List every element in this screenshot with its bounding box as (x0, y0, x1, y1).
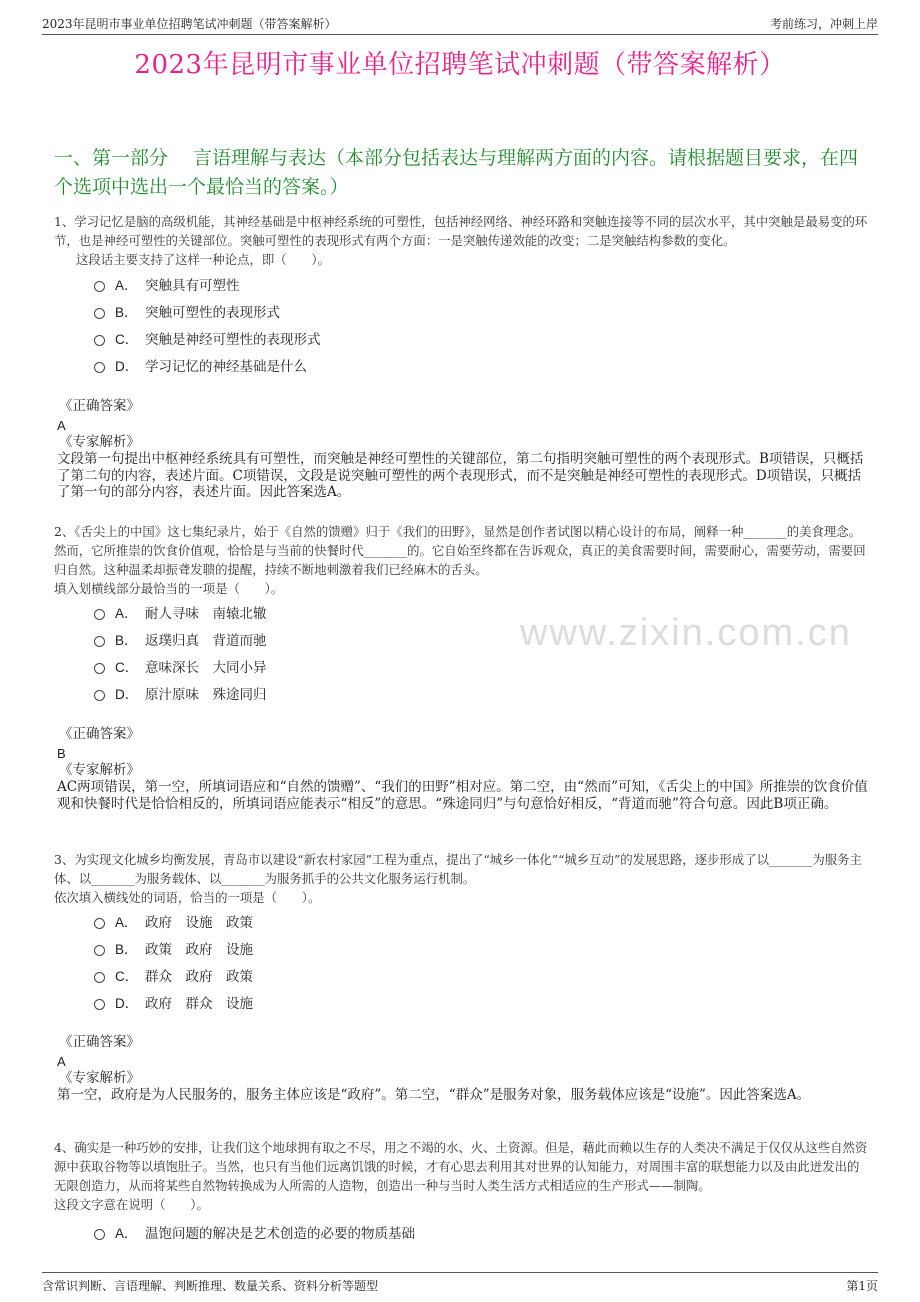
option-text: 耐人寻味 南辕北辙 (145, 605, 267, 622)
question-4-options (94, 1218, 415, 1245)
option-text: 政府 群众 设施 (145, 995, 253, 1012)
radio-button-icon[interactable] (94, 918, 105, 929)
analysis-label: 《专家解析》 (59, 762, 140, 778)
section-heading: 一、第一部分 言语理解与表达（本部分包括表达与理解两方面的内容。请根据题目要求，在四个选项中选出一个最恰当的答案。） (54, 147, 859, 198)
option-text: 原汁原味 殊途同归 (145, 686, 267, 703)
question-text: 1、学习记忆是脑的高级机能，其神经基础是中枢神经系统的可塑性，包括神经网络、神经环路和突触连接等不同的层次水平，其中突触是最易变的环节，也是神经可塑性的关键部位。突触可塑性的表现形式有两个方面：一是突触传递效能的改变；二是突触结构参数的变化。 (54, 214, 868, 248)
question-prompt: 这段话主要支持了这样一种论点，即（ ）。 (76, 252, 331, 267)
option-d[interactable] (94, 679, 267, 706)
question-text: 3、为实现文化城乡均衡发展，青岛市以建设“新农村家园”工程为重点，提出了“城乡一体化”“城乡互动”的发展思路，逐步形成了以_______为服务主体、以_______为服务载体、以_______为服务抓手的公共文化服务运行机制。 (54, 852, 862, 886)
option-text: 突触是神经可塑性的表现形式 (145, 331, 321, 348)
option-c[interactable] (94, 652, 267, 679)
analysis-text: AC两项错误，第一空，所填词语应和“自然的馈赠”、“我们的田野”相对应。第二空，由“然而”可知，《舌尖上的中国》所推崇的饮食价值观和快餐时代是恰恰相反的，所填词语应能表示“相反”的意思。“殊途同归”与句意恰好相反，“背道而驰”符合句意。因此B项正确。 (57, 779, 868, 812)
question-prompt: 依次填入横线处的词语，恰当的一项是（ ）。 (54, 890, 321, 905)
analysis-text: 文段第一句提出中枢神经系统具有可塑性，而突触是神经可塑性的关键部位，第二句指明突触可塑性的两个表现形式。B项错误，只概括了第二句的内容，表述片面。C项错误，文段是说突触可塑性的两个表现形式，而不是突触是神经可塑性的表现形式。D项错误，只概括了第一句的部分内容，表述片面。因此答案选A。 (57, 451, 864, 500)
radio-button-icon[interactable] (94, 663, 105, 674)
radio-button-icon[interactable] (94, 281, 105, 292)
option-a[interactable] (94, 270, 321, 297)
option-b[interactable] (94, 625, 267, 652)
radio-button-icon[interactable] (94, 308, 105, 319)
option-a[interactable] (94, 598, 267, 625)
header-slogan: 考前练习，冲刺上岸 (769, 17, 878, 31)
answer-label: 《正确答案》 (59, 398, 140, 414)
option-letter: A． (115, 277, 138, 293)
option-text: 意味深长 大同小异 (145, 659, 267, 676)
radio-button-icon[interactable] (94, 972, 105, 983)
option-c[interactable] (94, 961, 253, 988)
question-prompt: 填入划横线部分最恰当的一项是（ ）。 (54, 581, 284, 596)
option-letter: D． (115, 686, 139, 702)
page-header (42, 10, 878, 35)
watermark: www.zixin.com.cn (520, 612, 852, 654)
option-text: 政府 设施 政策 (145, 914, 253, 931)
question-1-options (94, 270, 321, 378)
option-letter: A． (115, 605, 138, 621)
question-2-stem (54, 522, 868, 598)
option-a[interactable] (94, 907, 253, 934)
option-b[interactable] (94, 297, 321, 324)
option-letter: A． (115, 914, 138, 930)
option-d[interactable] (94, 988, 253, 1015)
answer-value: A (57, 418, 66, 433)
question-3-answer (57, 1034, 868, 1104)
question-prompt: 这段文字意在说明（ ）。 (54, 1197, 209, 1212)
question-3-options (94, 907, 253, 1015)
option-c[interactable] (94, 324, 321, 351)
option-text: 政策 政府 设施 (145, 941, 253, 958)
question-text: 4、确实是一种巧妙的安排，让我们这个地球拥有取之不尽，用之不竭的水、火、土资源。但是，藉此而赖以生存的人类决不满足于仅仅从这些自然资源中获取谷物等以填饱肚子。当然，也只有当他们远离饥饿的时候，才有心思去利用其对世界的认知能力，对周围丰富的联想能力以及由此迸发出的无限创造力，从而将某些自然物转换成为人所需的人造物，创造出一种与当时人类生活方式相适应的生产形式——制陶。 (54, 1140, 868, 1193)
option-a[interactable] (94, 1218, 415, 1245)
option-text: 群众 政府 政策 (145, 968, 253, 985)
option-b[interactable] (94, 934, 253, 961)
radio-button-icon[interactable] (94, 636, 105, 647)
analysis-text: 第一空，政府是为人民服务的，服务主体应该是“政府”。第二空，“群众”是服务对象，服务载体应该是“设施”。因此答案选A。 (57, 1087, 811, 1103)
answer-value: B (57, 746, 66, 761)
radio-button-icon[interactable] (94, 690, 105, 701)
radio-button-icon[interactable] (94, 945, 105, 956)
option-letter: A． (115, 1225, 138, 1241)
option-letter: B． (115, 632, 138, 648)
radio-button-icon[interactable] (94, 335, 105, 346)
option-text: 温饱问题的解决是艺术创造的必要的物质基础 (145, 1225, 415, 1242)
option-text: 学习记忆的神经基础是什么 (145, 358, 307, 375)
radio-button-icon[interactable] (94, 1229, 105, 1240)
option-letter: B． (115, 941, 138, 957)
option-letter: D． (115, 358, 139, 374)
radio-button-icon[interactable] (94, 999, 105, 1010)
footer-description: 含常识判断、言语理解、判断推理、数量关系、资料分析等题型 (42, 1279, 379, 1293)
option-text: 返璞归真 背道而驰 (145, 632, 267, 649)
option-letter: C． (115, 331, 139, 347)
analysis-label: 《专家解析》 (59, 1070, 140, 1086)
option-text: 突触可塑性的表现形式 (145, 304, 280, 321)
answer-label: 《正确答案》 (59, 726, 140, 742)
radio-button-icon[interactable] (94, 362, 105, 373)
question-2-options (94, 598, 267, 706)
question-text: 2、《舌尖上的中国》这七集纪录片，始于《自然的馈赠》归于《我们的田野》，显然是创作者试图以精心设计的布局，阐释一种_______的美食理念。然而，它所推崇的饮食价值观，恰恰是与当前的快餐时代_______的。它自始至终都在告诉观众，真正的美食需要时间，需要耐心，需要劳动，需要回归自然。这种温柔却振聋发聩的提醒，持续不断地刺激着我们已经麻木的舌头。 (54, 524, 866, 577)
document-title: 2023年昆明市事业单位招聘笔试冲刺题（带答案解析） (134, 50, 786, 80)
question-1-answer (57, 398, 868, 501)
answer-label: 《正确答案》 (59, 1034, 140, 1050)
option-letter: B． (115, 304, 138, 320)
question-1-stem (54, 212, 868, 269)
option-d[interactable] (94, 351, 321, 378)
option-letter: C． (115, 968, 139, 984)
question-4-stem (54, 1138, 868, 1214)
answer-value: A (57, 1054, 66, 1069)
option-letter: D． (115, 995, 139, 1011)
page-number: 第1页 (846, 1279, 878, 1293)
option-letter: C． (115, 659, 139, 675)
analysis-label: 《专家解析》 (59, 434, 140, 450)
question-2-answer (57, 726, 868, 812)
radio-button-icon[interactable] (94, 609, 105, 620)
option-text: 突触具有可塑性 (145, 277, 240, 294)
header-doc-title: 2023年昆明市事业单位招聘笔试冲刺题（带答案解析） (42, 17, 337, 31)
page-footer (42, 1272, 878, 1294)
question-3-stem (54, 850, 868, 907)
